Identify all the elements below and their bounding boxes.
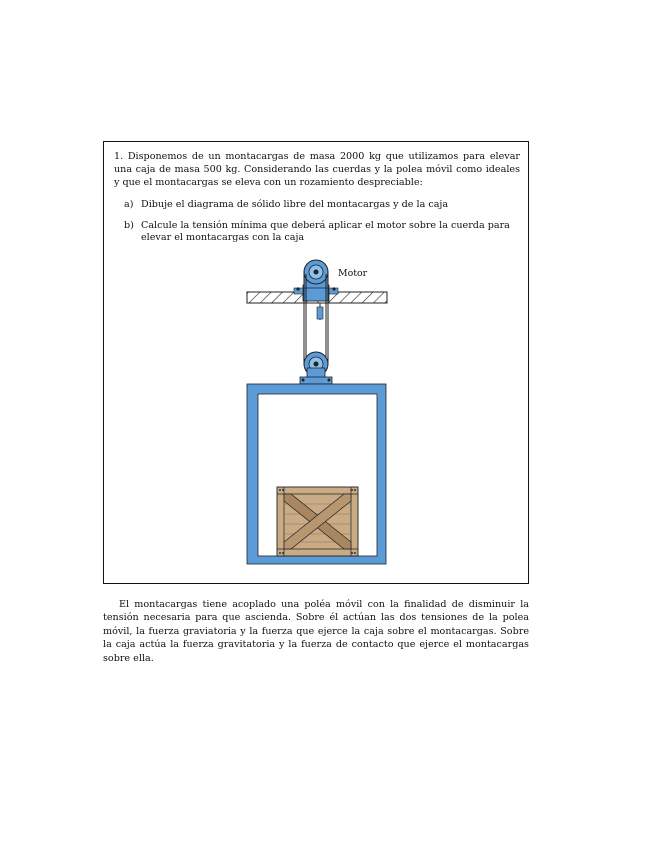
item-a-label: a) <box>124 199 134 210</box>
item-b-label: b) <box>124 219 134 231</box>
motor-label: Motor <box>338 268 368 279</box>
problem-statement: 1. Disponemos de un montacargas de masa 2000 kg que utilizamos para elevar una caja de masa 500 kg. Considerando las cuerdas y la polea móvil como ideales y que el montacargas se eleva con un rozamiento despreciable: <box>114 151 520 188</box>
item-a-text: Dibuje el diagrama de sólido libre del montacargas y de la caja <box>141 199 449 210</box>
item-b-text: Calcule la tensión mínima que deberá aplicar el motor sobre la cuerda para elevar el montacargas con la caja <box>141 219 510 243</box>
problem-box <box>103 141 529 584</box>
elevator-figure <box>104 142 528 583</box>
moving-pulley <box>300 352 332 384</box>
crate <box>277 487 358 556</box>
answer-paragraph: El montacargas tiene acoplado una poléa móvil con la finalidad de disminuir la tensión necesaria para que ascienda. Sobre él actúan las dos tensiones de la polea móvil, la fuerza graviatoria y la fuerza que ejerce la caja sobre el montacargas. Sobre la caja actúa la fuerza gravitatoria y la fuerza de contacto que ejerce el montacargas sobre ella. <box>103 599 529 664</box>
